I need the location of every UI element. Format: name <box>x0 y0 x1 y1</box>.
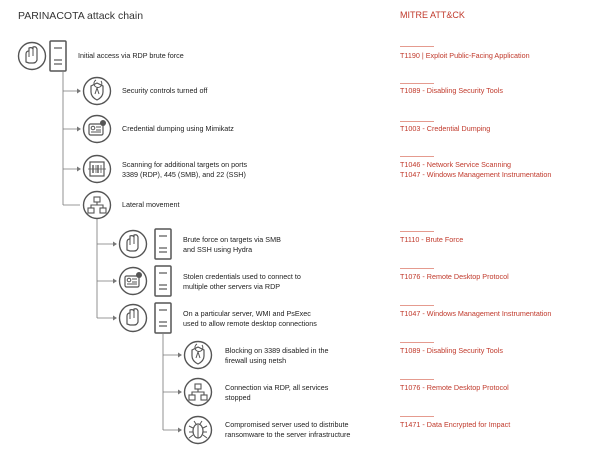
connector-arrowhead <box>178 353 182 358</box>
mitre-technique <box>400 86 503 96</box>
mitre-technique <box>400 309 551 319</box>
step-description-line: Lateral movement <box>122 200 180 209</box>
technique-divider <box>400 231 434 232</box>
technique-label: T1471 - Data Encrypted for Impact <box>400 420 511 429</box>
server-icon <box>49 40 67 72</box>
id-card-icon <box>118 266 148 296</box>
step-description <box>122 160 247 179</box>
server-icon <box>154 302 172 334</box>
connector-arrowhead <box>113 242 117 247</box>
step-description <box>225 383 328 402</box>
step-description <box>78 51 184 61</box>
scanner-icon <box>82 154 112 184</box>
step-description <box>122 86 207 96</box>
technique-label: T1190 | Exploit Public-Facing Application <box>400 51 530 60</box>
step-description-line: Stolen credentials used to connect to <box>183 272 301 281</box>
step-description <box>183 309 317 328</box>
technique-label: T1046 - Network Service Scanning <box>400 160 512 169</box>
technique-label: T1076 - Remote Desktop Protocol <box>400 272 509 281</box>
technique-divider <box>400 416 434 417</box>
mitre-technique <box>400 235 463 245</box>
id-card-icon <box>82 114 112 144</box>
technique-divider <box>400 46 434 47</box>
connector-arrowhead <box>178 428 182 433</box>
step-description-line: Scanning for additional targets on ports <box>122 160 248 169</box>
mitre-technique <box>400 124 490 134</box>
step-description <box>122 124 234 134</box>
technique-divider <box>400 379 434 380</box>
technique-divider <box>400 305 434 306</box>
connector-arrowhead <box>113 316 117 321</box>
mitre-technique <box>400 160 551 179</box>
step-description-line: Credential dumping using Mimikatz <box>122 124 234 133</box>
step-description-line: stopped <box>225 392 251 402</box>
network-icon <box>82 190 112 220</box>
mitre-technique <box>400 383 509 393</box>
technique-label: T1089 - Disabling Security Tools <box>400 346 503 355</box>
step-description <box>122 200 180 210</box>
technique-divider <box>400 83 434 84</box>
technique-divider <box>400 268 434 269</box>
step-description-line: 3389 (RDP), 445 (SMB), and 22 (SSH) <box>122 169 246 179</box>
technique-label: T1110 - Brute Force <box>400 235 464 244</box>
step-description <box>225 346 329 365</box>
connector-arrowhead <box>77 89 81 94</box>
technique-label: T1076 - Remote Desktop Protocol <box>400 383 509 392</box>
step-description-line: Brute force on targets via SMB <box>183 235 281 244</box>
mitre-technique <box>400 272 509 282</box>
step-description-line: ransomware to the server infrastructure <box>225 429 351 439</box>
fist-icon <box>118 303 148 333</box>
connector-arrowhead <box>77 167 81 172</box>
step-description-line: Security controls turned off <box>122 86 208 95</box>
server-icon <box>154 265 172 297</box>
step-description-line: firewall using netsh <box>225 355 287 365</box>
mitre-technique <box>400 420 510 430</box>
technique-label: T1089 - Disabling Security Tools <box>400 86 503 95</box>
diagram-title: PARINACOTA attack chain <box>18 10 144 22</box>
mitre-technique <box>400 346 503 356</box>
step-description-line: Connection via RDP, all services <box>225 383 329 392</box>
technique-divider <box>400 121 434 122</box>
fist-icon <box>17 41 47 71</box>
step-description-line: used to allow remote desktop connections <box>183 318 317 328</box>
mitre-technique <box>400 51 530 61</box>
step-description-line: Compromised server used to distribute <box>225 420 349 429</box>
step-description <box>183 272 301 291</box>
step-description-line: and SSH using Hydra <box>183 244 253 254</box>
technique-label: T1003 - Credential Dumping <box>400 124 491 133</box>
shield-icon <box>183 340 213 370</box>
step-description-line: Blocking on 3389 disabled in the <box>225 346 329 355</box>
network-icon <box>183 377 213 407</box>
technique-label: T1047 - Windows Management Instrumentation <box>400 169 552 179</box>
mitre-header: MITRE ATT&CK <box>400 10 465 20</box>
connector-arrowhead <box>113 279 117 284</box>
connector-arrowhead <box>77 127 81 132</box>
step-description <box>183 235 281 254</box>
shield-icon <box>82 76 112 106</box>
technique-label: T1047 - Windows Management Instrumentation <box>400 309 552 318</box>
bug-icon <box>183 415 213 445</box>
connector-arrowhead <box>178 390 182 395</box>
fist-icon <box>118 229 148 259</box>
step-description-line: multiple other servers via RDP <box>183 281 281 291</box>
technique-divider <box>400 342 434 343</box>
step-description <box>225 420 350 439</box>
step-description-line: Initial access via RDP brute force <box>78 51 184 60</box>
server-icon <box>154 228 172 260</box>
technique-divider <box>400 156 434 157</box>
step-description-line: On a particular server, WMI and PsExec <box>183 309 311 318</box>
